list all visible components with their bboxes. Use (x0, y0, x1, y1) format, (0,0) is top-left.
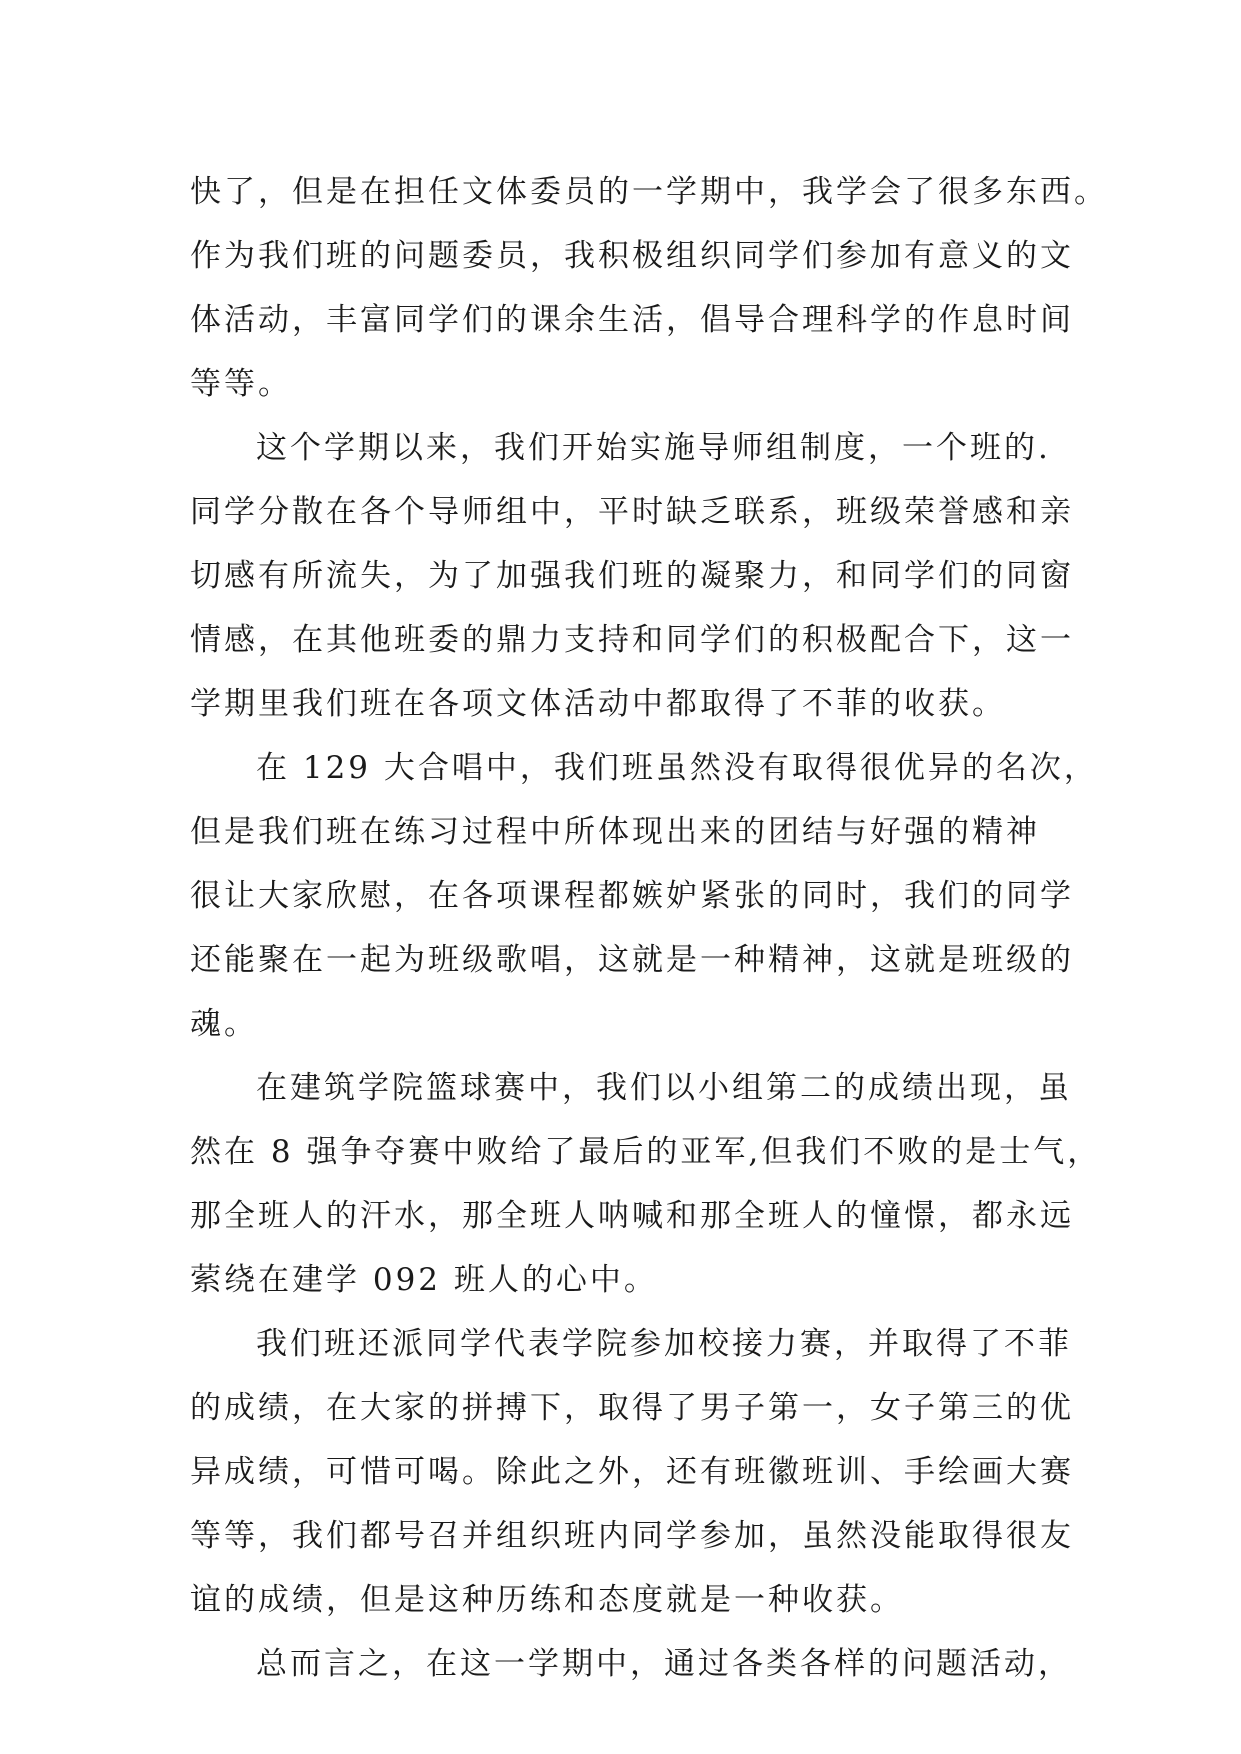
text-line: 魂。 (190, 1006, 258, 1042)
text-line: 在建筑学院篮球赛中，我们以小组第二的成绩出现，虽 (256, 1070, 1072, 1106)
text-line: 这个学期以来，我们开始实施导师组制度，一个班的. (256, 430, 1051, 466)
text-line: 我们班还派同学代表学院参加校接力赛，并取得了不菲 (256, 1326, 1072, 1362)
text-line: 切感有所流失，为了加强我们班的凝聚力，和同学们的同窗 (190, 558, 1074, 594)
text-line: 那全班人的汗水，那全班人呐喊和那全班人的憧憬，都永远 (190, 1198, 1074, 1234)
text-line: 体活动，丰富同学们的课余生活，倡导合理科学的作息时间 (190, 302, 1074, 338)
text-line: 同学分散在各个导师组中，平时缺乏联系，班级荣誉感和亲 (190, 494, 1074, 530)
text-line: 萦绕在建学 092 班人的心中。 (190, 1262, 658, 1298)
text-line: 还能聚在一起为班级歌唱，这就是一种精神，这就是班级的 (190, 942, 1074, 978)
text-line: 等等。 (190, 366, 292, 402)
text-line: 快了，但是在担任文体委员的一学期中，我学会了很多东西。 (190, 174, 1108, 210)
text-line: 但是我们班在练习过程中所体现出来的团结与好强的精神 (190, 814, 1040, 850)
text-line: 作为我们班的问题委员，我积极组织同学们参加有意义的文 (190, 238, 1074, 274)
text-line: 学期里我们班在各项文体活动中都取得了不菲的收获。 (190, 686, 1006, 722)
text-line: 异成绩，可惜可喝。除此之外，还有班徽班训、手绘画大赛 (190, 1454, 1074, 1490)
text-line: 情感，在其他班委的鼎力支持和同学们的积极配合下，这一 (190, 622, 1074, 658)
text-line: 然在 8 强争夺赛中败给了最后的亚军,但我们不败的是士气， (190, 1134, 1102, 1170)
text-line: 的成绩，在大家的拼搏下，取得了男子第一，女子第三的优 (190, 1390, 1074, 1426)
text-line: 谊的成绩，但是这种历练和态度就是一种收获。 (190, 1582, 904, 1618)
text-line: 总而言之，在这一学期中，通过各类各样的问题活动， (256, 1646, 1072, 1682)
text-line: 在 129 大合唱中，我们班虽然没有取得很优异的名次， (256, 750, 1098, 786)
body-text (190, 160, 1108, 1696)
text-line: 等等，我们都号召并组织班内同学参加，虽然没能取得很友 (190, 1518, 1074, 1554)
text-line: 很让大家欣慰，在各项课程都嫉妒紧张的同时，我们的同学 (190, 878, 1074, 914)
